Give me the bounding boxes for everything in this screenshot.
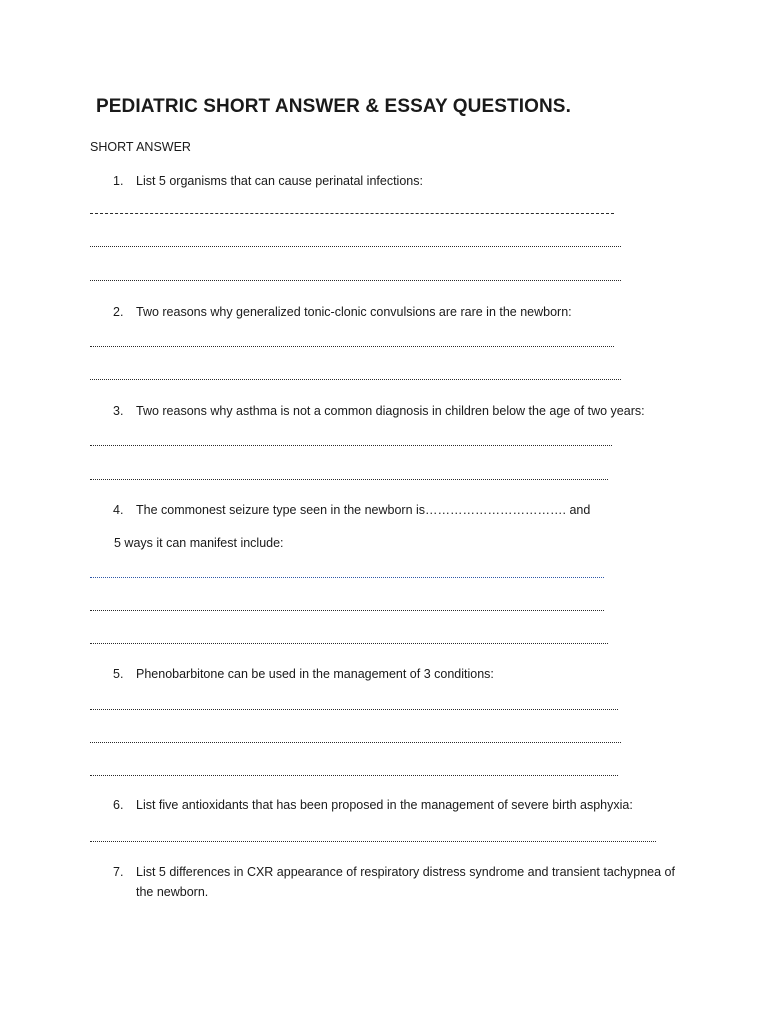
page-title: PEDIATRIC SHORT ANSWER & ESSAY QUESTIONS. [96,96,571,117]
answer-line [90,709,618,710]
answer-line [90,742,621,743]
question-text-continued: the newborn. [136,885,209,899]
answer-line [90,379,621,380]
answer-line [90,280,621,281]
answer-line [90,643,608,644]
question-number: 7. [113,865,124,879]
answer-line [90,213,614,214]
answer-line [90,479,608,480]
answer-line [90,841,656,842]
question-text: Two reasons why generalized tonic-clonic convulsions are rare in the newborn: [136,305,572,319]
answer-line [90,610,604,611]
question-number: 1. [113,174,124,188]
answer-line [90,577,604,578]
answer-line [90,346,614,347]
question-text: The commonest seizure type seen in the newborn is……………………………. and [136,503,591,517]
question-number: 2. [113,305,124,319]
question-text: Two reasons why asthma is not a common diagnosis in children below the age of two years: [136,404,645,418]
answer-line [90,246,621,247]
answer-line [90,775,618,776]
question-number: 3. [113,404,124,418]
question-text: List 5 organisms that can cause perinatal infections: [136,174,423,188]
question-number: 4. [113,503,124,517]
question-continuation: 5 ways it can manifest include: [114,536,284,550]
question-text: List five antioxidants that has been proposed in the management of severe birth asphyxia: [136,798,633,812]
question-text: List 5 differences in CXR appearance of respiratory distress syndrome and transient tachypnea of [136,865,675,879]
section-heading: SHORT ANSWER [90,140,191,154]
answer-line [90,445,612,446]
question-number: 5. [113,667,124,681]
question-text: Phenobarbitone can be used in the management of 3 conditions: [136,667,494,681]
question-number: 6. [113,798,124,812]
